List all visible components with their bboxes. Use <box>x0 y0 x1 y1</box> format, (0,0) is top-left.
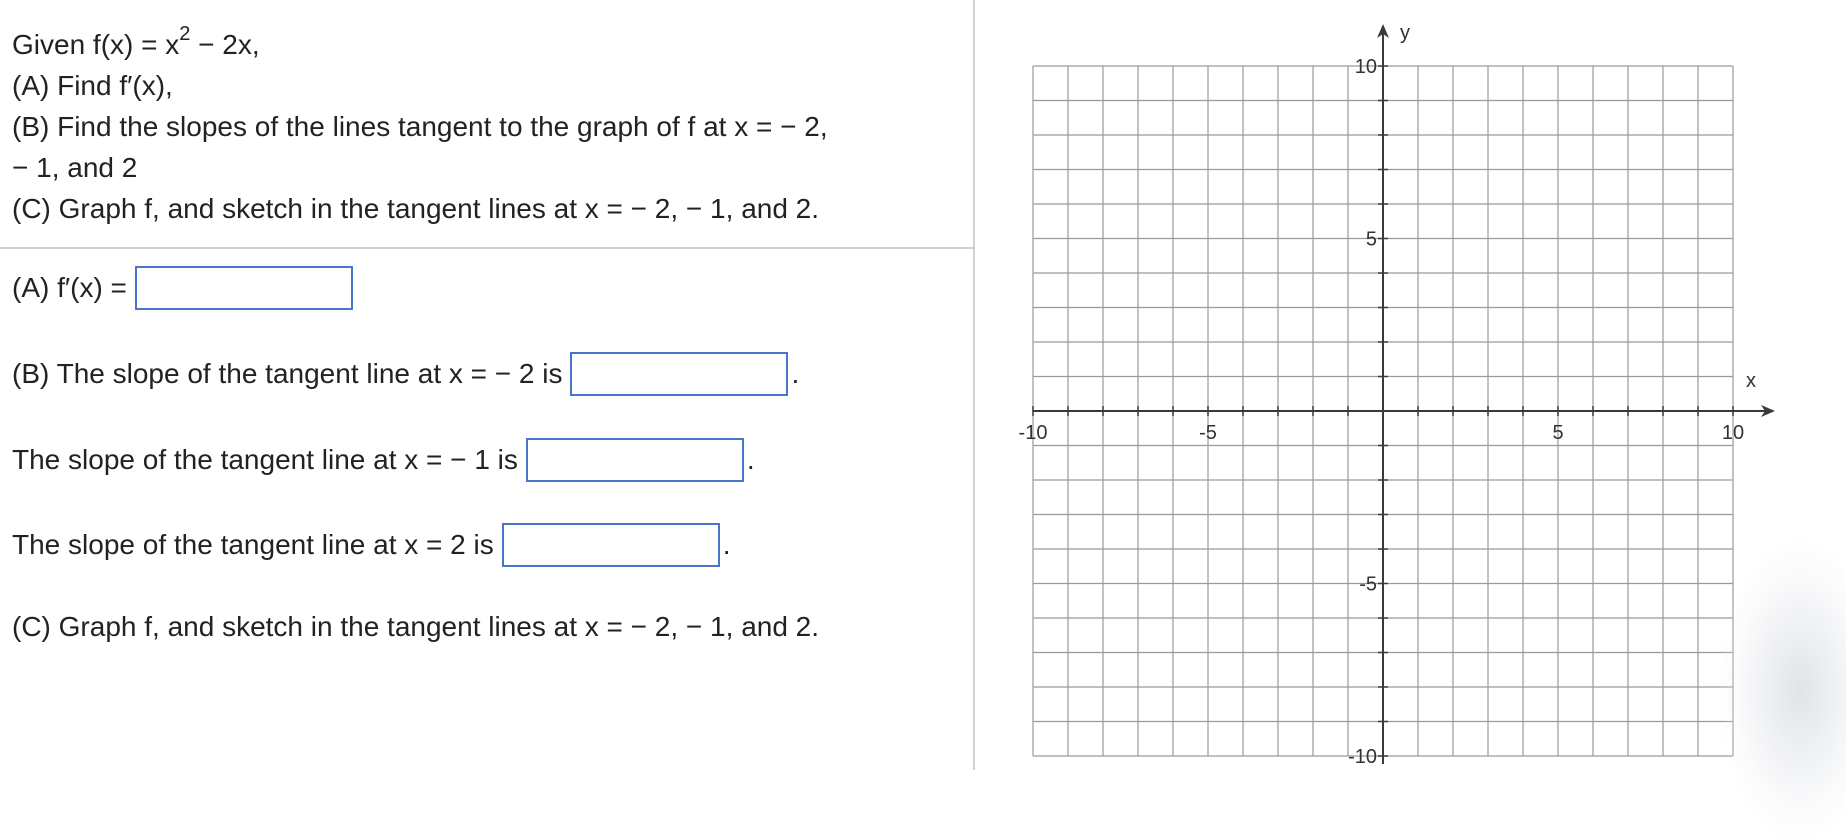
y-tick-label: 10 <box>1354 56 1377 78</box>
panel-divider <box>973 0 975 770</box>
problem-part-a: (A) Find f′(x), <box>12 70 173 101</box>
x-axis-label: x <box>1746 370 1756 392</box>
answer-b2-period: . <box>746 444 755 475</box>
y-tick-label: 5 <box>1365 228 1377 251</box>
answer-a-row <box>12 266 353 310</box>
given-prefix: Given f(x) = x <box>12 29 180 60</box>
slope-at-neg2-input[interactable] <box>570 352 788 396</box>
answer-b1-row <box>12 352 799 396</box>
problem-part-b-line2: − 1, and 2 <box>12 152 138 183</box>
x-tick-label: -5 <box>1199 422 1217 444</box>
answer-a-label: (A) f′(x) = <box>12 272 127 303</box>
x-tick-label: -10 <box>1018 422 1048 444</box>
answer-b3-row <box>12 523 731 567</box>
problem-given <box>12 24 972 65</box>
x-tick-label: 5 <box>1552 422 1564 444</box>
graph-panel <box>1000 0 1800 770</box>
coordinate-grid[interactable] <box>1000 0 1800 770</box>
answer-b2-row <box>12 438 755 482</box>
y-tick-label: -10 <box>1348 746 1377 768</box>
answer-b3-period: . <box>722 529 731 560</box>
answer-b2-label: The slope of the tangent line at x = − 1 is <box>12 444 518 475</box>
answer-b1-label: (B) The slope of the tangent line at x = − 2 is <box>12 358 563 389</box>
answer-c-label: (C) Graph f, and sketch in the tangent lines at x = − 2, − 1, and 2. <box>12 611 820 642</box>
answer-b3-label: The slope of the tangent line at x = 2 is <box>12 529 494 560</box>
given-suffix: − 2x, <box>190 29 260 60</box>
answer-b1-period: . <box>791 358 800 389</box>
given-exponent: 2 <box>179 22 191 45</box>
answer-c-row <box>12 605 819 649</box>
slope-at-2-input[interactable] <box>502 523 720 567</box>
problem-part-b-line1: (B) Find the slopes of the lines tangent to the graph of f at x = − 2, <box>12 111 828 142</box>
problem-part-c: (C) Graph f, and sketch in the tangent lines at x = − 2, − 1, and 2. <box>12 193 820 224</box>
y-tick-label: -5 <box>1359 573 1377 596</box>
derivative-input[interactable] <box>135 266 353 310</box>
section-divider <box>0 247 974 249</box>
x-tick-label: 10 <box>1721 422 1745 444</box>
problem-statement <box>12 24 972 229</box>
slope-at-neg1-input[interactable] <box>526 438 744 482</box>
y-axis-label: y <box>1400 22 1410 44</box>
